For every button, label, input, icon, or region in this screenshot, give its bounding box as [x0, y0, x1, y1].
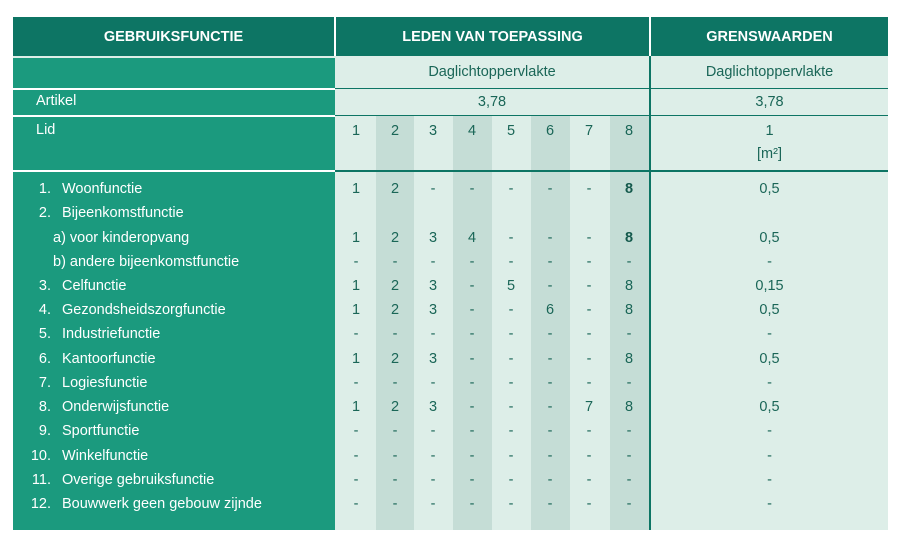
row-value: -: [626, 448, 632, 464]
row-value: 3: [428, 351, 438, 367]
row-grenswaarde: -: [767, 326, 772, 342]
row-value: -: [626, 496, 632, 512]
row-value: -: [469, 278, 475, 294]
lid-label: Lid: [36, 122, 56, 138]
row-value: -: [353, 254, 359, 270]
row-value: 1: [351, 278, 361, 294]
row-value: -: [547, 278, 553, 294]
row-value: -: [547, 496, 553, 512]
lid-number: 6: [545, 123, 555, 139]
column-stripe: [610, 116, 649, 530]
row-grenswaarde: 0,5: [759, 302, 780, 318]
row-value: 8: [624, 278, 634, 294]
row-value: -: [547, 399, 553, 415]
row-value: -: [469, 375, 475, 391]
row-number: 6.: [38, 351, 51, 367]
row-value: -: [626, 472, 632, 488]
lid-number: 5: [506, 123, 516, 139]
header-gebruiksfunctie: GEBRUIKSFUNCTIE: [13, 17, 334, 56]
row-number: 5.: [38, 326, 51, 342]
divider: [13, 88, 335, 90]
row-value: -: [508, 254, 514, 270]
row-value: -: [547, 448, 553, 464]
row-label: Celfunctie: [62, 278, 127, 294]
row-label: Onderwijsfunctie: [62, 399, 170, 415]
row-value: -: [508, 472, 514, 488]
divider: [335, 170, 888, 172]
row-value: 2: [390, 230, 400, 246]
row-value: 3: [428, 278, 438, 294]
row-grenswaarde: 0,5: [759, 399, 780, 415]
row-value: -: [430, 254, 436, 270]
row-value: -: [469, 351, 475, 367]
row-value: 1: [351, 399, 361, 415]
row-value: -: [586, 423, 592, 439]
row-number: 1.: [38, 181, 51, 197]
row-value: 1: [351, 230, 361, 246]
row-value: -: [508, 448, 514, 464]
row-value: 1: [351, 181, 361, 197]
row-value: -: [430, 181, 436, 197]
row-value: -: [430, 448, 436, 464]
row-grenswaarde: 0,15: [755, 278, 784, 294]
row-value: -: [353, 375, 359, 391]
row-value: 8: [624, 181, 634, 197]
column-stripe: [453, 116, 492, 530]
row-number: 4.: [38, 302, 51, 318]
row-number: 9.: [38, 423, 51, 439]
row-grenswaarde: -: [767, 472, 772, 488]
row-value: -: [586, 375, 592, 391]
row-number: 12.: [30, 496, 51, 512]
row-value: -: [586, 181, 592, 197]
row-number: 2.: [38, 205, 51, 221]
lid-number: 4: [467, 123, 477, 139]
subheader-leden: Daglichtoppervlakte: [428, 64, 556, 80]
row-value: 3: [428, 302, 438, 318]
row-value: -: [586, 351, 592, 367]
row-value: 8: [624, 351, 634, 367]
lid-grens-unit: [m²]: [757, 146, 782, 162]
lid-number: 2: [390, 123, 400, 139]
row-value: 2: [390, 278, 400, 294]
divider: [13, 170, 335, 172]
row-value: -: [547, 351, 553, 367]
row-value: 4: [467, 230, 477, 246]
header-grenswaarden: GRENSWAARDEN: [651, 17, 888, 56]
lid-number: 8: [624, 123, 634, 139]
row-value: -: [508, 181, 514, 197]
row-grenswaarde: 0,5: [759, 351, 780, 367]
row-value: -: [547, 326, 553, 342]
divider: [335, 115, 888, 116]
row-value: -: [353, 448, 359, 464]
row-value: -: [547, 181, 553, 197]
header-leden: LEDEN VAN TOEPASSING: [336, 17, 649, 56]
row-label: Industriefunctie: [62, 326, 161, 342]
row-label: Bouwwerk geen gebouw zijnde: [62, 496, 262, 512]
row-value: -: [469, 423, 475, 439]
row-value: -: [353, 326, 359, 342]
row-number: 3.: [38, 278, 51, 294]
row-label: Gezondsheidszorgfunctie: [62, 302, 226, 318]
row-label: b) andere bijeenkomstfunctie: [53, 254, 240, 270]
row-value: 2: [390, 302, 400, 318]
row-value: -: [547, 254, 553, 270]
artikel-leden-value: 3,78: [477, 94, 507, 110]
row-value: -: [430, 423, 436, 439]
lid-grens-value: 1: [765, 123, 774, 139]
row-grenswaarde: -: [767, 423, 772, 439]
row-value: 1: [351, 351, 361, 367]
row-value: -: [392, 375, 398, 391]
artikel-label: Artikel: [36, 93, 77, 109]
row-value: -: [392, 472, 398, 488]
row-value: -: [586, 302, 592, 318]
row-grenswaarde: -: [767, 496, 772, 512]
row-label: Sportfunctie: [62, 423, 140, 439]
divider: [335, 88, 888, 89]
row-value: -: [586, 254, 592, 270]
row-value: -: [508, 351, 514, 367]
row-value: 2: [390, 399, 400, 415]
row-value: -: [469, 448, 475, 464]
daylight-table: [13, 17, 888, 530]
row-value: -: [430, 375, 436, 391]
row-value: 3: [428, 399, 438, 415]
row-grenswaarde: 0,5: [759, 181, 780, 197]
row-label: a) voor kinderopvang: [53, 230, 190, 246]
row-value: -: [469, 472, 475, 488]
column-stripe: [531, 116, 570, 530]
row-value: -: [508, 399, 514, 415]
row-value: 7: [584, 399, 594, 415]
row-value: -: [392, 326, 398, 342]
row-value: -: [586, 496, 592, 512]
row-value: -: [547, 472, 553, 488]
row-value: -: [353, 423, 359, 439]
row-value: -: [353, 472, 359, 488]
row-value: -: [508, 326, 514, 342]
row-label: Bijeenkomstfunctie: [62, 205, 184, 221]
row-grenswaarde: -: [767, 448, 772, 464]
row-label: Kantoorfunctie: [62, 351, 156, 367]
row-grenswaarde: -: [767, 375, 772, 391]
row-number: 8.: [38, 399, 51, 415]
row-label: Overige gebruiksfunctie: [62, 472, 215, 488]
row-value: 5: [506, 278, 516, 294]
row-value: 8: [624, 230, 634, 246]
lid-number: 3: [428, 123, 438, 139]
row-value: -: [469, 399, 475, 415]
row-number: 10.: [30, 448, 51, 464]
row-value: -: [469, 302, 475, 318]
row-number: 11.: [31, 472, 51, 488]
row-label: Winkelfunctie: [62, 448, 149, 464]
subheader-grens: Daglichtoppervlakte: [705, 64, 834, 80]
row-value: -: [586, 326, 592, 342]
row-value: -: [508, 423, 514, 439]
row-value: -: [469, 254, 475, 270]
row-value: -: [430, 326, 436, 342]
row-value: -: [430, 496, 436, 512]
row-value: -: [469, 326, 475, 342]
row-value: -: [586, 448, 592, 464]
row-grenswaarde: 0,5: [759, 230, 780, 246]
row-value: -: [392, 448, 398, 464]
row-value: -: [353, 496, 359, 512]
row-value: -: [392, 423, 398, 439]
row-value: -: [430, 472, 436, 488]
row-value: 6: [545, 302, 555, 318]
row-value: 2: [390, 351, 400, 367]
row-value: -: [586, 472, 592, 488]
row-label: Logiesfunctie: [62, 375, 148, 391]
column-stripe: [376, 116, 414, 530]
row-value: -: [508, 230, 514, 246]
row-value: -: [547, 230, 553, 246]
lid-number: 7: [584, 123, 594, 139]
row-value: -: [508, 496, 514, 512]
row-value: -: [626, 254, 632, 270]
row-value: -: [626, 326, 632, 342]
row-value: -: [508, 375, 514, 391]
row-value: -: [626, 375, 632, 391]
row-value: -: [469, 181, 475, 197]
row-value: -: [626, 423, 632, 439]
row-value: -: [469, 496, 475, 512]
row-value: 8: [624, 302, 634, 318]
row-value: -: [547, 375, 553, 391]
row-value: -: [586, 278, 592, 294]
row-grenswaarde: -: [767, 254, 772, 270]
divider: [13, 115, 335, 117]
row-value: -: [508, 302, 514, 318]
row-value: 3: [428, 230, 438, 246]
row-value: -: [586, 230, 592, 246]
row-value: -: [392, 254, 398, 270]
row-value: -: [392, 496, 398, 512]
row-value: -: [547, 423, 553, 439]
row-label: Woonfunctie: [62, 181, 143, 197]
row-value: 1: [351, 302, 361, 318]
row-number: 7.: [38, 375, 51, 391]
row-value: 8: [624, 399, 634, 415]
lid-number: 1: [351, 123, 361, 139]
row-value: 2: [390, 181, 400, 197]
artikel-grens-value: 3,78: [755, 94, 784, 110]
